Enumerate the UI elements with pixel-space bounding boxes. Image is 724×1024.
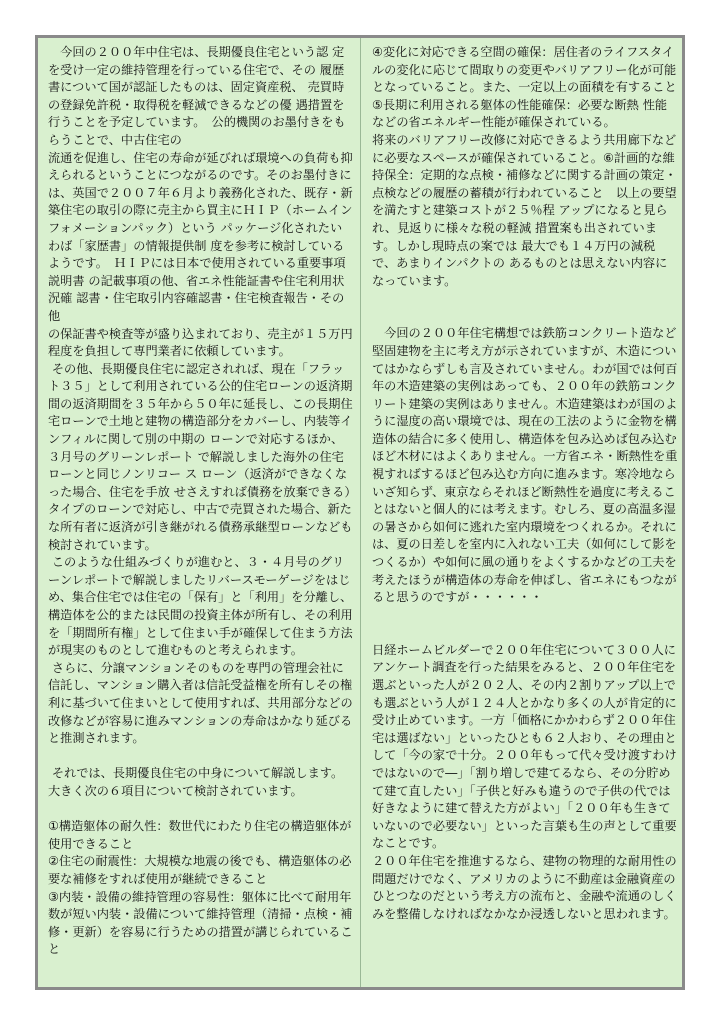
- left-column: [48, 44, 354, 959]
- paragraph-six-items-intro: それでは、長期優良住宅の中身について解説します。大きく次の６項目について検討されています。: [48, 766, 344, 798]
- spacer: [48, 801, 354, 819]
- spacer: [48, 748, 354, 766]
- paragraph-wooden-construction: 今回の２００年住宅構想では鉄筋コンクリート造など堅固建物を主に考え方が示されていますが、木造についてはかならずしも言及されていません。わが国では何百年の木造建築の実例はあっても、２００年の鉄筋コンクリート建築の実例はありません。木造建築はわが国のように湿度の高い環境では、現在の工法のように金物を構造体の結合に多く使用し、構造体を包み込めば包み込むほど木材にはよくありません。一方省エネ・断熱性を重視すればするほど包み込む方向に進みます。寒冷地ならいざ知らず、東京ならそれほど断熱性を過度に考えることはないと個人的には考えます。むしろ、夏の高温多湿の暑さから如何に逃れた室内環境をつくれるか。それには、夏の日差しを室内に入れない工夫（如何にして影をつくるか）や如何に風の通りをよくするかなどの工夫を考えたほうが構造体の寿命を伸ばし、省エネにもつながると思うのですが・・・・・・: [372, 326, 678, 605]
- article-frame: [35, 35, 685, 990]
- paragraph-reverse-mortgage: このような仕組みづくりが進むと、３・４月号のグリーンレポートで解説しましたリバースモーゲージをはじめ、集合住宅では住宅の「保有」と「利用」を分離し、構造体を公的または民間の投資主体が所有し、その利用を「期間所有権」として住まい手が確保して住まう方法が現実のものとして進むものと考えられます。: [48, 555, 353, 658]
- paragraph-items-4-to-6: ④変化に対応できる空間の確保：居住者のライフスタイルの変化に応じて間取りの変更やバリアフリー化が可能となっていること。また、一定以上の面積を有すること ⑤長期に利用される躯体の性能確保：必要な断熱 性能などの省エネルギー性能が確保されている。 将来のバリアフリー改修に対応できるよう共用廊下などに必要なスペースが確保されていること。⑥計画的な維持保全：定期的な点検・補修などに関する計画の策定・点検などの履歴の蓄積が行われていること 以上の要望を満たすと建築コストが２５％程 アップになると見られ、見返りに様々な税の軽減 措置案も出されています。しかし現時点の案では 最大でも１４万円の減税で、あまりインパクトの あるものとは思えない内容になっています。: [372, 45, 677, 288]
- right-column: [372, 44, 678, 923]
- paragraph-conclusion: ２００年住宅を推進するなら、建物の物理的な耐用性の問題だけでなく、アメリカのように不動産は金融資産のひとつなのだという考え方の流布と、金融や流通のしくみを整備しなければなかなか浸透しないと思われます。: [372, 853, 677, 921]
- list-item-maintenance-ease: ③内装・設備の維持管理の容易性：躯体に比べて耐用年数が短い内装・設備について維持管理（清掃・点検・補修・更新）を容易に行うための措置が講じられていること: [48, 889, 353, 957]
- paragraph-survey-results: 日経ホームビルダーで２００年住宅について３００人にアンケート調査を行った結果をみると、２００年住宅を選ぶといった人が２０２人、その内２割りアップ以上でも選ぶという人が１２４人とかなり多くの人が肯定的に受け止めています。一方「価格にかかわらず２００年住宅は選ばない」といったひとも６２人おり、その理由として「今の家で十分。２００年もって代々受け渡すわけではないので―」「割り増しで建てるなら、その分貯めて建て直したい」「子供と好みも違うので子供の代では好きなように建て替えた方がよい」「２００年も生きていないので必要ない」といった言葉も生の声として重要なことです。: [372, 642, 677, 851]
- list-item-seismic-resistance: ②住宅の耐震性：大規模な地震の後でも、構造躯体の必要な補修をすれば使用が継続できること: [48, 854, 352, 886]
- spacer: [372, 607, 678, 642]
- column-divider: [360, 38, 361, 987]
- paragraph-condominium-trust: さらに、分譲マンションそのものを専門の管理会社に信託し、マンション購入者は信託受益権を所有しその権利に基づいて住まいとして使用すれば、共用部分などの改修などが容易に進みマンションの寿命はかなり延びると推測されます。: [48, 660, 353, 746]
- paragraph-certification: 今回の２００年中住宅は、長期優良住宅という認 定を受け一定の維持管理を行っている住宅で、その 履歴書について国が認証したものは、固定資産税、 売買時の登録免許税・取得税を軽減できるなどの優 遇措置を行うことを予定しています。 公的機関のお墨付きをもらうことで、中古住宅の 流通を促進し、住宅の寿命が延びれば環境への負荷も抑えられるということにつながるのです。そのお墨付きには、英国で２００７年６月より義務化された、既存・新築住宅の取引の際に売主から買主にＨＩＰ（ホームインフォメーションパック）という パッケージ化されたいわば「家歴書」の情報提供制 度を参考に検討しているようです。 ＨＩＰには日本で使用されている重要事項説明書 の記載事項の他、省エネ性能証書や住宅利用状況確 認書・住宅取引内容確認書・住宅検査報告・その他 の保証書や検査等が盛り込まれており、売主が１５万円程度を負担して専門業者に依頼しています。: [48, 45, 353, 359]
- paragraph-housing-loan: その他、長期優良住宅に認定されれば、現在「フラット３５」として利用されている公的住宅ローンの返済期間の返済期間を３５年から５０年に延長し、この長期住宅ローンで土地と建物の構造部分をカバーし、内装等インフィルに関して別の中期の ローンで対応するほか、３月号のグリーンレポート で解説しました海外の住宅ローンと同じノンリコー ス ローン（返済ができなくなった場合、住宅を手放 せさえすれば債務を放棄できる）タイプのローンで対応し、中古で売買された場合、新たな所有者に返済が引き継がれる債務承継型ローンなども検討されています。: [48, 361, 353, 552]
- list-item-structure-durability: ①構造躯体の耐久性：数世代にわたり住宅の構造躯体が使用できること: [48, 819, 352, 851]
- spacer: [372, 290, 678, 325]
